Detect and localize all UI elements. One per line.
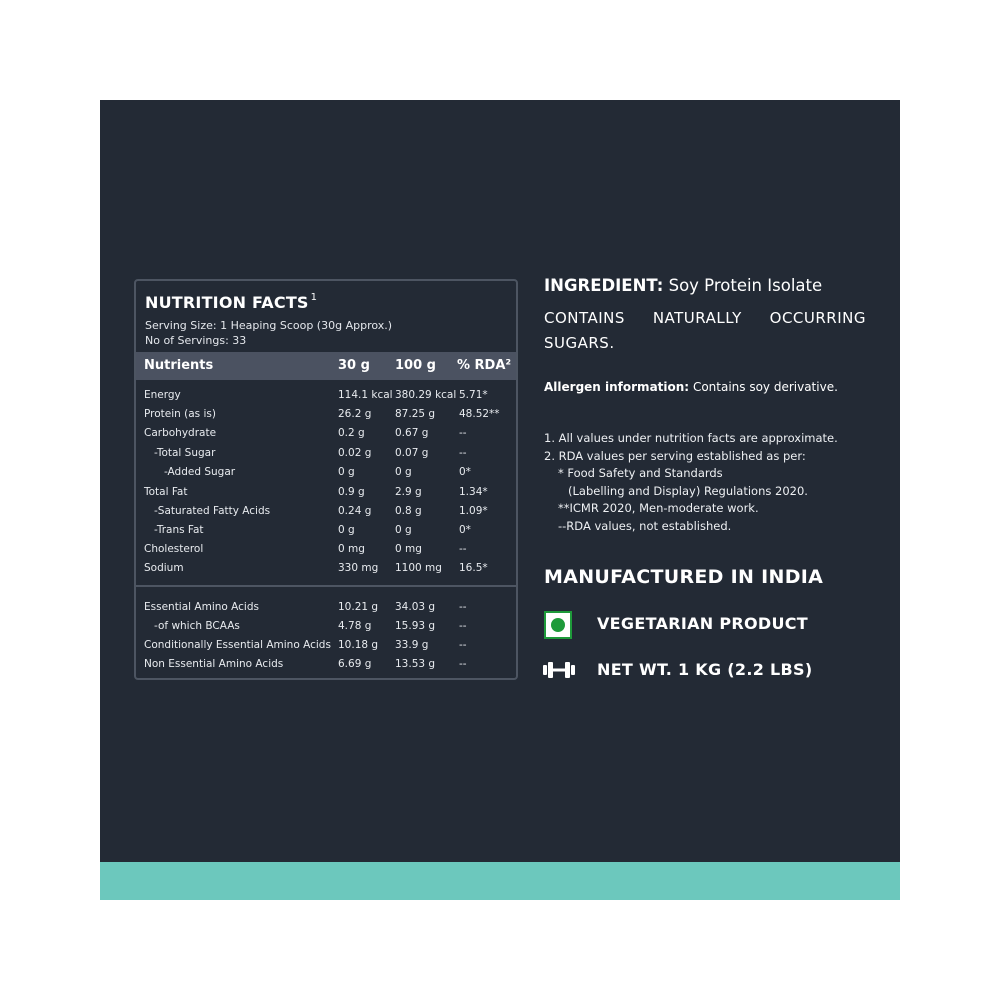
table-row [136,408,516,424]
table-row [136,505,516,521]
table-header [136,352,516,380]
row-100g: 13.53 g [395,658,436,670]
allergen-value: Contains soy derivative. [692,380,838,394]
table-divider [136,585,516,587]
row-rda: 5.71* [459,389,488,401]
row-100g: 15.93 g [395,620,436,632]
footnote: **ICMR 2020, Men-moderate work. [558,501,759,515]
serving-size: Serving Size: 1 Heaping Scoop (30g Approx.) [145,319,393,332]
row-rda: 0* [459,466,471,478]
servings-count: No of Servings: 33 [145,334,247,347]
footnote: --RDA values, not established. [558,518,732,533]
row-rda: -- [459,427,467,439]
ingredient-value: Soy Protein Isolate [668,276,823,295]
net-weight: NET WT. 1 KG (2.2 LBS) [597,660,813,679]
row-30g: 330 mg [338,562,379,574]
row-30g: 0.02 g [338,447,372,459]
footnote: 1. All values under nutrition facts are approximate. [544,431,838,445]
row-30g: 0.24 g [338,505,372,517]
table-row [136,447,516,463]
contains-sugars-note: CONTAINS NATURALLY OCCURRING SUGARS. [544,309,866,352]
row-100g: 0 mg [395,543,422,555]
table-row [136,389,516,405]
row-rda: -- [459,601,467,613]
footnote: 2. RDA values per serving established as per: [544,448,806,463]
row-100g: 380.29 kcal [395,389,457,401]
row-rda: -- [459,620,467,632]
row-rda: -- [459,447,467,459]
nutrition-title-text: NUTRITION FACTS [145,293,309,312]
nutrition-facts-table [134,279,518,680]
footnotes [544,430,838,535]
header-30g: 30 g [338,358,370,373]
table-row [136,427,516,443]
row-100g: 33.9 g [395,639,429,651]
row-30g: 0 g [338,466,355,478]
row-30g: 10.18 g [338,639,379,651]
row-rda: -- [459,658,467,670]
row-rda: 1.09* [459,505,488,517]
dumbbell-icon [542,660,576,680]
row-name: Protein (as is) [144,408,216,420]
row-name: -Total Sugar [154,447,216,459]
row-30g: 114.1 kcal [338,389,393,401]
accent-strip [100,862,900,900]
vegetarian-label: VEGETARIAN PRODUCT [597,614,809,633]
row-100g: 2.9 g [395,486,422,498]
row-100g: 87.25 g [395,408,436,420]
header-nutrients: Nutrients [144,358,214,373]
table-row [136,658,516,674]
row-name: -Trans Fat [154,524,204,536]
table-row [136,543,516,559]
row-rda: 0* [459,524,471,536]
row-100g: 0 g [395,466,412,478]
row-name: Conditionally Essential Amino Acids [144,639,331,651]
table-row [136,562,516,578]
row-name: Cholesterol [144,543,204,555]
footnote: * Food Safety and Standards [558,466,723,480]
row-name: Energy [144,389,181,401]
row-name: Non Essential Amino Acids [144,658,284,670]
table-row [136,601,516,617]
row-30g: 0.9 g [338,486,365,498]
veg-mark-icon [544,611,572,639]
row-name: -Saturated Fatty Acids [154,505,271,517]
row-30g: 26.2 g [338,408,372,420]
nutrition-title-sup: 1 [310,291,318,303]
row-name: Total Fat [144,486,188,498]
table-row [136,466,516,482]
ingredient-label: INGREDIENT: [544,276,664,295]
row-30g: 0 g [338,524,355,536]
table-row [136,524,516,540]
allergen-label: Allergen information: [544,380,690,394]
row-name: -Added Sugar [164,466,236,478]
row-30g: 0 mg [338,543,365,555]
header-100g: 100 g [395,358,436,373]
row-100g: 0.8 g [395,505,422,517]
allergen-info [544,380,838,394]
row-name: -of which BCAAs [154,620,240,632]
ingredient-line [544,276,822,295]
row-rda: 16.5* [459,562,488,574]
row-30g: 10.21 g [338,601,379,613]
manufactured-in-india: MANUFACTURED IN INDIA [544,566,824,588]
row-30g: 6.69 g [338,658,372,670]
footnote: (Labelling and Display) Regulations 2020. [568,483,808,498]
nutrition-title [145,293,317,312]
row-100g: 0.67 g [395,427,429,439]
row-100g: 0.07 g [395,447,429,459]
table-row [136,639,516,655]
row-100g: 1100 mg [395,562,442,574]
row-30g: 0.2 g [338,427,365,439]
row-rda: 1.34* [459,486,488,498]
row-rda: -- [459,639,467,651]
row-name: Carbohydrate [144,427,217,439]
row-100g: 34.03 g [395,601,436,613]
row-rda: -- [459,543,467,555]
row-rda: 48.52** [459,408,500,420]
row-100g: 0 g [395,524,412,536]
table-row [136,486,516,502]
row-name: Sodium [144,562,184,574]
table-row [136,620,516,636]
row-name: Essential Amino Acids [144,601,259,613]
row-30g: 4.78 g [338,620,372,632]
header-rda: % RDA² [457,358,512,373]
